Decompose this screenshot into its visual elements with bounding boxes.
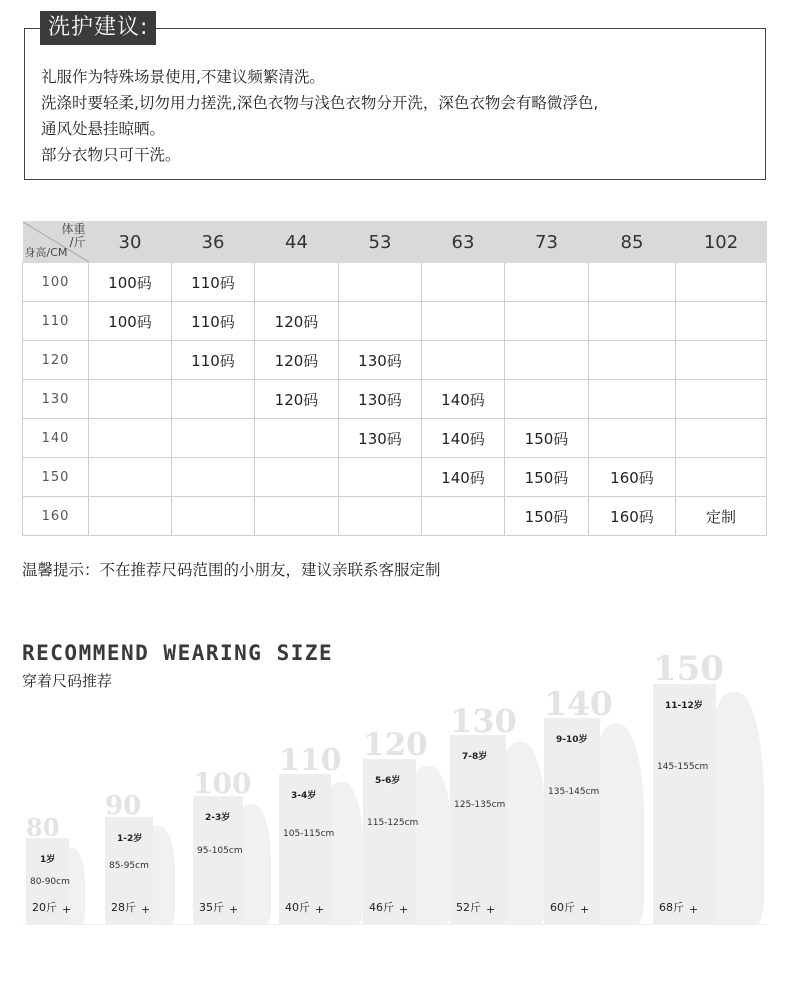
height-cell: 160 xyxy=(23,497,89,536)
chart-floor xyxy=(22,924,766,925)
size-cell: 120码 xyxy=(255,380,339,419)
stage-size-number: 120 xyxy=(363,727,428,763)
height-cell: 150 xyxy=(23,458,89,497)
weight-header: 73 xyxy=(505,222,589,263)
size-cell xyxy=(339,263,422,302)
size-cell: 140码 xyxy=(422,458,505,497)
weight-header: 63 xyxy=(422,222,505,263)
stage-plus: + xyxy=(229,903,239,916)
table-row xyxy=(23,380,767,419)
size-cell xyxy=(255,263,339,302)
size-cell xyxy=(589,380,676,419)
size-cell xyxy=(89,419,172,458)
tip-text: 温馨提示：不在推荐尺码范围的小朋友，建议亲联系客服定制 xyxy=(22,561,441,579)
stage-age: 7-8岁 xyxy=(462,752,488,762)
size-cell: 100码 xyxy=(89,302,172,341)
size-cell xyxy=(172,497,255,536)
table-corner xyxy=(23,222,89,263)
stage-age: 11-12岁 xyxy=(665,701,703,711)
size-cell: 130码 xyxy=(339,341,422,380)
weight-header: 102 xyxy=(676,222,767,263)
size-cell xyxy=(89,458,172,497)
size-cell xyxy=(172,419,255,458)
size-cell xyxy=(422,263,505,302)
table-row xyxy=(23,302,767,341)
stage-age: 2-3岁 xyxy=(205,813,231,823)
height-cell: 120 xyxy=(23,341,89,380)
size-cell xyxy=(676,458,767,497)
size-table-header xyxy=(23,222,767,263)
size-stage xyxy=(279,743,342,924)
size-cell xyxy=(589,263,676,302)
size-table-body xyxy=(23,263,767,536)
weight-header: 30 xyxy=(89,222,172,263)
size-cell xyxy=(589,419,676,458)
size-cell xyxy=(339,458,422,497)
size-cell xyxy=(589,341,676,380)
size-cell: 160码 xyxy=(589,497,676,536)
size-stage xyxy=(450,702,517,924)
stage-weight: 28斤 xyxy=(111,901,136,914)
stage-weight: 68斤 xyxy=(659,901,684,914)
height-cell: 140 xyxy=(23,419,89,458)
size-cell xyxy=(89,497,172,536)
weight-header: 44 xyxy=(255,222,339,263)
stage-height-range: 125-135cm xyxy=(454,800,506,810)
stage-weight: 40斤 xyxy=(285,901,310,914)
corner-height-label: 身高/CM xyxy=(24,246,68,259)
size-cell: 110码 xyxy=(172,341,255,380)
size-cell: 定制 xyxy=(676,497,767,536)
stage-age: 9-10岁 xyxy=(556,735,588,745)
height-cell: 130 xyxy=(23,380,89,419)
size-cell xyxy=(676,380,767,419)
size-cell xyxy=(255,419,339,458)
size-cell xyxy=(676,263,767,302)
stage-height-range: 95-105cm xyxy=(197,846,243,856)
size-cell xyxy=(676,302,767,341)
size-cell: 150码 xyxy=(505,458,589,497)
stage-plus: + xyxy=(689,903,699,916)
size-cell xyxy=(172,380,255,419)
size-cell xyxy=(89,380,172,419)
size-stage xyxy=(193,767,252,924)
stage-plus: + xyxy=(62,903,72,916)
stage-plus: + xyxy=(141,903,151,916)
table-row xyxy=(23,497,767,536)
size-cell: 150码 xyxy=(505,497,589,536)
size-stage xyxy=(653,649,724,924)
size-cell xyxy=(339,497,422,536)
size-cell xyxy=(422,341,505,380)
size-cell: 120码 xyxy=(255,302,339,341)
size-cell xyxy=(505,380,589,419)
stage-height-range: 145-155cm xyxy=(657,762,709,772)
size-cell xyxy=(505,263,589,302)
size-cell xyxy=(676,341,767,380)
height-cell: 100 xyxy=(23,263,89,302)
size-stage xyxy=(363,727,428,924)
size-cell: 110码 xyxy=(172,302,255,341)
stage-age: 3-4岁 xyxy=(291,791,317,801)
size-stage xyxy=(26,813,72,924)
stage-size-number: 150 xyxy=(653,649,724,689)
stage-weight: 52斤 xyxy=(456,901,481,914)
size-cell: 110码 xyxy=(172,263,255,302)
size-cell: 130码 xyxy=(339,419,422,458)
size-cell: 120码 xyxy=(255,341,339,380)
care-line: 洗涤时要轻柔,切勿用力搓洗,深色衣物与浅色衣物分开洗，深色衣物会有略微浮色, xyxy=(41,94,599,112)
size-cell: 160码 xyxy=(589,458,676,497)
care-line: 礼服作为特殊场景使用,不建议频繁清洗。 xyxy=(41,68,325,86)
size-cell xyxy=(505,302,589,341)
size-cell xyxy=(422,497,505,536)
stage-age: 5-6岁 xyxy=(375,776,401,786)
recommend-title: RECOMMEND WEARING SIZE xyxy=(22,641,334,665)
stage-plus: + xyxy=(399,903,409,916)
stage-size-number: 80 xyxy=(26,813,60,842)
stage-plus: + xyxy=(580,903,590,916)
stage-weight: 46斤 xyxy=(369,901,394,914)
size-cell xyxy=(589,302,676,341)
stage-height-range: 115-125cm xyxy=(367,818,419,828)
size-stage xyxy=(105,791,153,924)
stage-weight: 20斤 xyxy=(32,901,57,914)
stage-size-number: 90 xyxy=(105,791,142,821)
size-cell: 130码 xyxy=(339,380,422,419)
care-line: 部分衣物只可干洗。 xyxy=(41,146,181,164)
recommend-subtitle: 穿着尺码推荐 xyxy=(22,672,113,690)
stage-height-range: 105-115cm xyxy=(283,829,335,839)
table-row xyxy=(23,341,767,380)
stage-height-range: 80-90cm xyxy=(30,877,70,887)
size-cell xyxy=(505,341,589,380)
size-cell xyxy=(676,419,767,458)
weight-header: 36 xyxy=(172,222,255,263)
stage-size-number: 130 xyxy=(450,702,517,740)
size-cell xyxy=(422,302,505,341)
stage-age: 1岁 xyxy=(40,855,56,865)
size-cell xyxy=(172,458,255,497)
stage-height-range: 85-95cm xyxy=(109,861,149,871)
size-cell xyxy=(255,458,339,497)
weight-header: 85 xyxy=(589,222,676,263)
size-cell xyxy=(339,302,422,341)
care-advice-text xyxy=(41,64,598,168)
table-row xyxy=(23,458,767,497)
size-cell: 100码 xyxy=(89,263,172,302)
stage-weight: 60斤 xyxy=(550,901,575,914)
stage-weight: 35斤 xyxy=(199,901,224,914)
care-line: 通风处悬挂晾晒。 xyxy=(41,120,166,138)
corner-weight-label: 体重 /斤 xyxy=(61,222,86,249)
size-table xyxy=(22,221,767,536)
size-cell: 140码 xyxy=(422,419,505,458)
size-cell: 150码 xyxy=(505,419,589,458)
stage-age: 1-2岁 xyxy=(117,834,143,844)
stage-size-number: 110 xyxy=(279,743,342,778)
stage-height-range: 135-145cm xyxy=(548,787,600,797)
stage-size-number: 140 xyxy=(544,684,613,723)
care-advice-title: 洗护建议: xyxy=(40,11,156,45)
table-row xyxy=(23,419,767,458)
size-cell xyxy=(255,497,339,536)
stage-plus: + xyxy=(315,903,325,916)
size-cell xyxy=(89,341,172,380)
stage-size-number: 100 xyxy=(193,767,252,800)
size-stages-chart xyxy=(0,650,790,940)
weight-header: 53 xyxy=(339,222,422,263)
size-cell: 140码 xyxy=(422,380,505,419)
table-row xyxy=(23,263,767,302)
stage-plus: + xyxy=(486,903,496,916)
care-advice-box xyxy=(24,28,766,180)
height-cell: 110 xyxy=(23,302,89,341)
size-stage xyxy=(544,684,613,924)
